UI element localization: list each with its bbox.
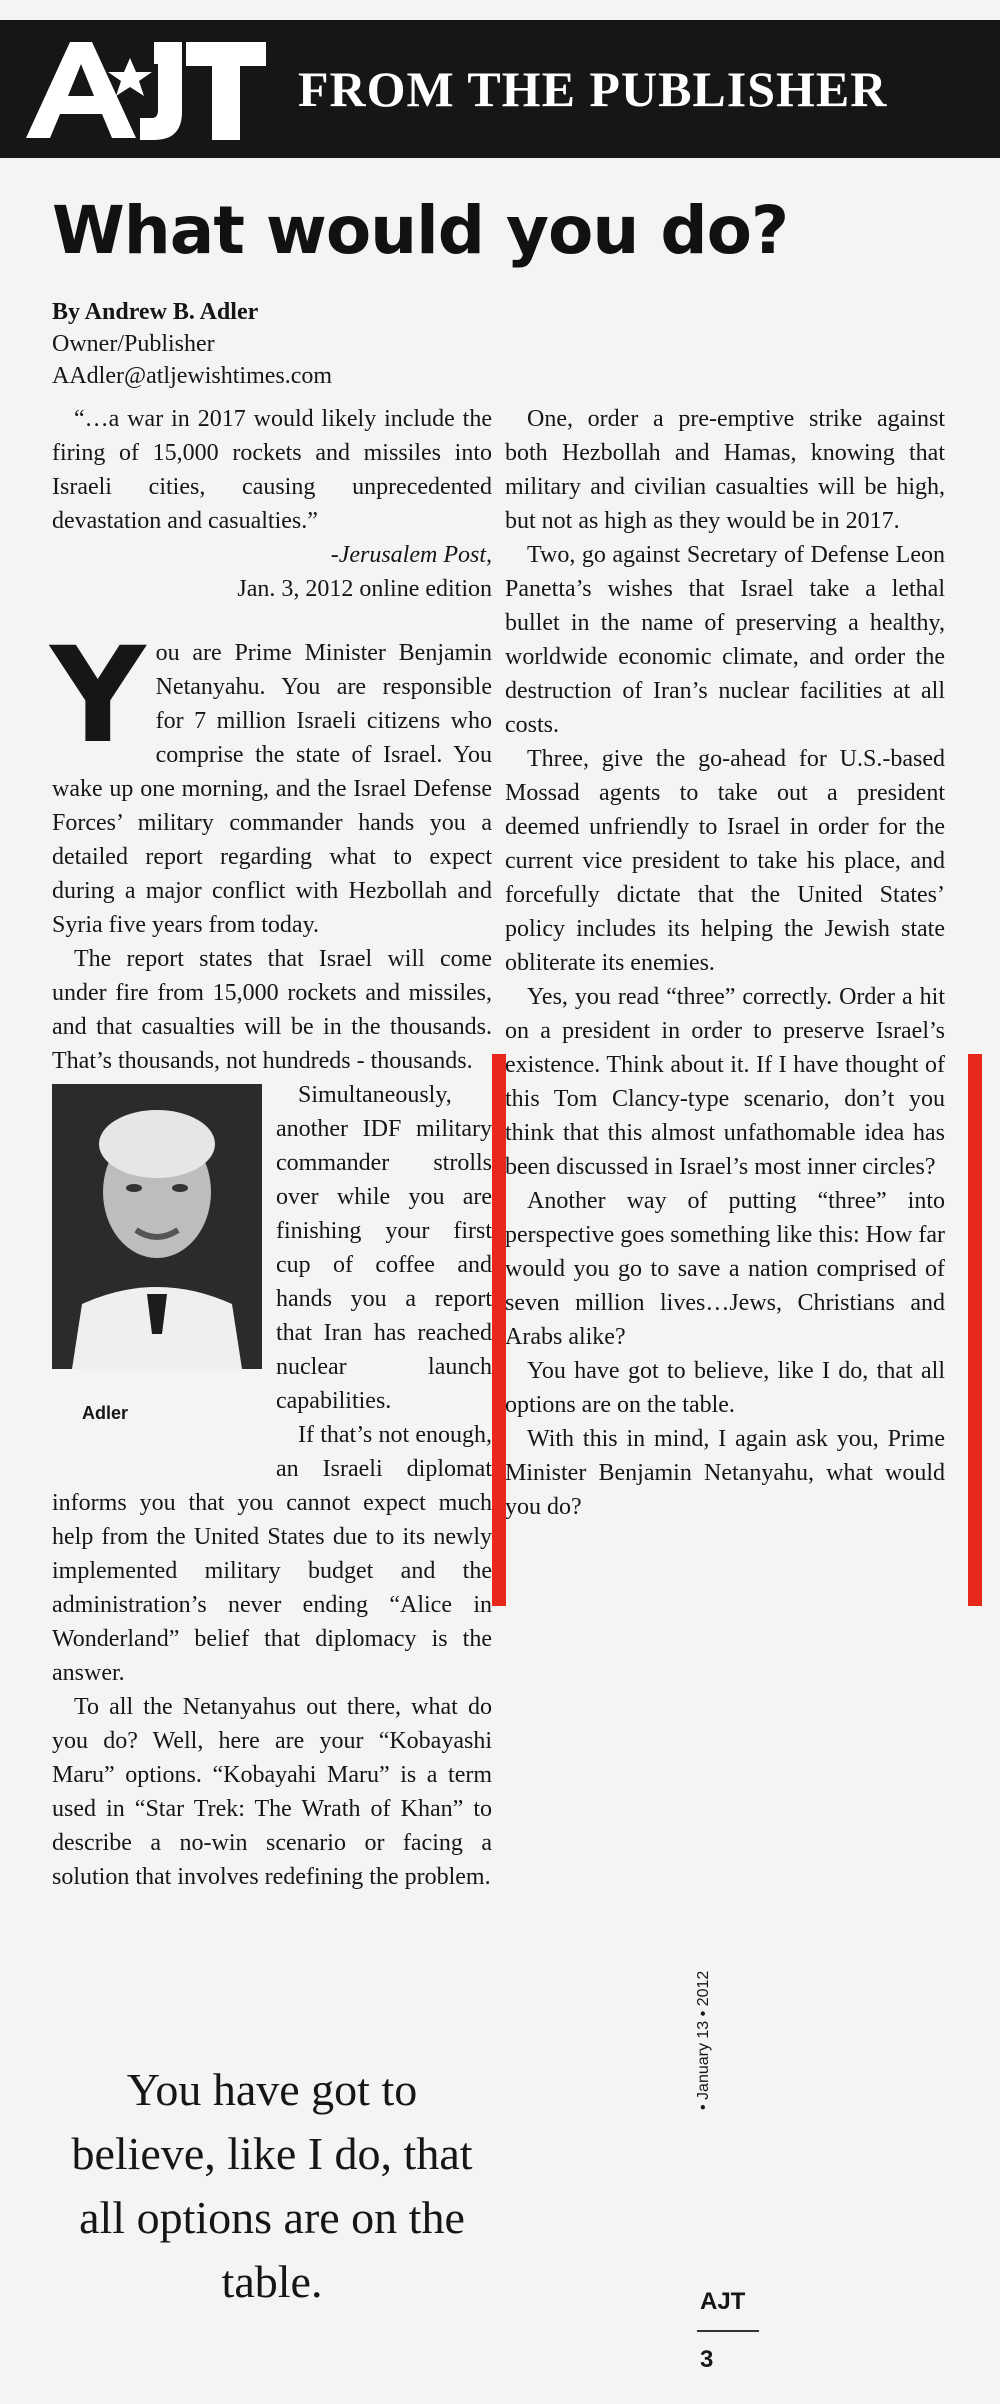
section-title: FROM THE PUBLISHER: [298, 61, 888, 117]
issue-date: • January 13 • 2012: [695, 1970, 712, 2110]
photo-caption: Adler: [82, 1403, 129, 1423]
author-photo-block: [52, 1084, 262, 1462]
author-title: Owner/Publisher: [52, 331, 215, 357]
paragraph-6: One, order a pre-emptive strike against both Hezbollah and Hamas, knowing that military and civilian casualties will be high, but not as high as they would be in 2017.: [505, 406, 945, 534]
lead-paragraph: [50, 619, 492, 942]
paragraph-11: You have got to believe, like I do, that all options are on the table.: [505, 1358, 945, 1418]
paragraph-12: With this in mind, I again ask you, Prime Minister Benjamin Netanyahu, what would you do?: [505, 1426, 945, 1520]
column-left: [52, 402, 492, 1894]
masthead: [0, 20, 1000, 158]
headline: What would you do?: [52, 192, 789, 269]
paragraph-5: To all the Netanyahus out there, what do you do? Well, here are your “Kobayashi Maru” options. “Kobayahi Maru” is a term used in “Star Trek: The Wrath of Khan” to describe a no-win scenario or facing a solution that involves redefining the problem.: [52, 1694, 492, 1890]
ajt-logo: [18, 34, 268, 144]
footer-divider: [697, 2330, 759, 2332]
paragraph-2: [52, 942, 492, 1078]
footer-publication: AJT: [700, 2288, 746, 2315]
paragraph-10: Another way of putting “three” into perspective goes something like this: How far would you go to save a nation comprised of seven million lives…Jews, Christians and Arabs alike?: [505, 1188, 945, 1350]
epigraph-date: Jan. 3, 2012 online edition: [237, 576, 492, 602]
paragraph-3-text: Simultaneously, another IDF military commander strolls over while you are finishing your first cup of coffee and hands you a report that Iran has reached nuclear launch capabilities.: [276, 1082, 492, 1414]
paragraph-9: Yes, you read “three” correctly. Order a hit on a president in order to preserve Israel’s existence. Think about it. If I have thought of this Tom Clancy-type scenario, don’t you think that this almost unfathomable idea has been discussed in Israel’s most inner circles?: [505, 984, 945, 1180]
paragraph-3: [52, 1078, 492, 1423]
paragraph-7: Two, go against Secretary of Defense Leon Panetta’s wishes that Israel take a lethal bullet in the name of preserving a healthy, worldwide economic climate, and order the destruction of Iran’s nuclear facilities at all costs.: [505, 542, 945, 738]
column-right: [505, 402, 945, 1524]
author-name: By Andrew B. Adler: [52, 299, 259, 325]
byline: [52, 296, 332, 392]
ajt-logo-graphic: [18, 34, 268, 144]
author-portrait-image: [52, 1084, 262, 1369]
author-photo: [52, 1084, 262, 1369]
paragraph-8: Three, give the go-ahead for U.S.-based Mossad agents to take out a president deemed unfriendly to Israel in order for the current vice president to take his place, and forcefully dictate that the United States’ policy includes its helping the Jewish state obliterate its enemies.: [505, 746, 945, 976]
paragraph-2-text: The report states that Israel will come under fire from 15,000 rockets and missiles, and that casualties will be in the thousands. That’s thousands, not hundreds - thousands.: [52, 946, 492, 1074]
author-email: AAdler@atljewishtimes.com: [52, 363, 333, 389]
epigraph-source: [52, 538, 492, 606]
paragraph-4: If that’s not enough, an Israeli diplomat informs you that you cannot expect much help from the United States due to its newly implemented military budget and the administration’s never ending “Alice in Wonderland” belief that diplomacy is the answer.: [52, 1422, 492, 1686]
drop-cap: Y: [50, 619, 146, 773]
lead-paragraph-text: ou are Prime Minister Benjamin Netanyahu. You are responsible for 7 million Israeli citizens who comprise the state of Israel. You wake up one morning, and the Israel Defense Forces’ military commander hands you a detailed report regarding what to expect during a major conflict with Hezbollah and Syria five years from today.: [52, 640, 492, 938]
epigraph-quote: “…a war in 2017 would likely include the firing of 15,000 rockets and missiles into Israeli cities, causing unprecedented devastation and casualties.”: [52, 406, 492, 534]
epigraph-source-name: -Jerusalem Post,: [330, 542, 492, 568]
page-number: 3: [700, 2346, 714, 2373]
pull-quote: You have got to believe, like I do, that all options are on the table.: [71, 2064, 473, 2307]
